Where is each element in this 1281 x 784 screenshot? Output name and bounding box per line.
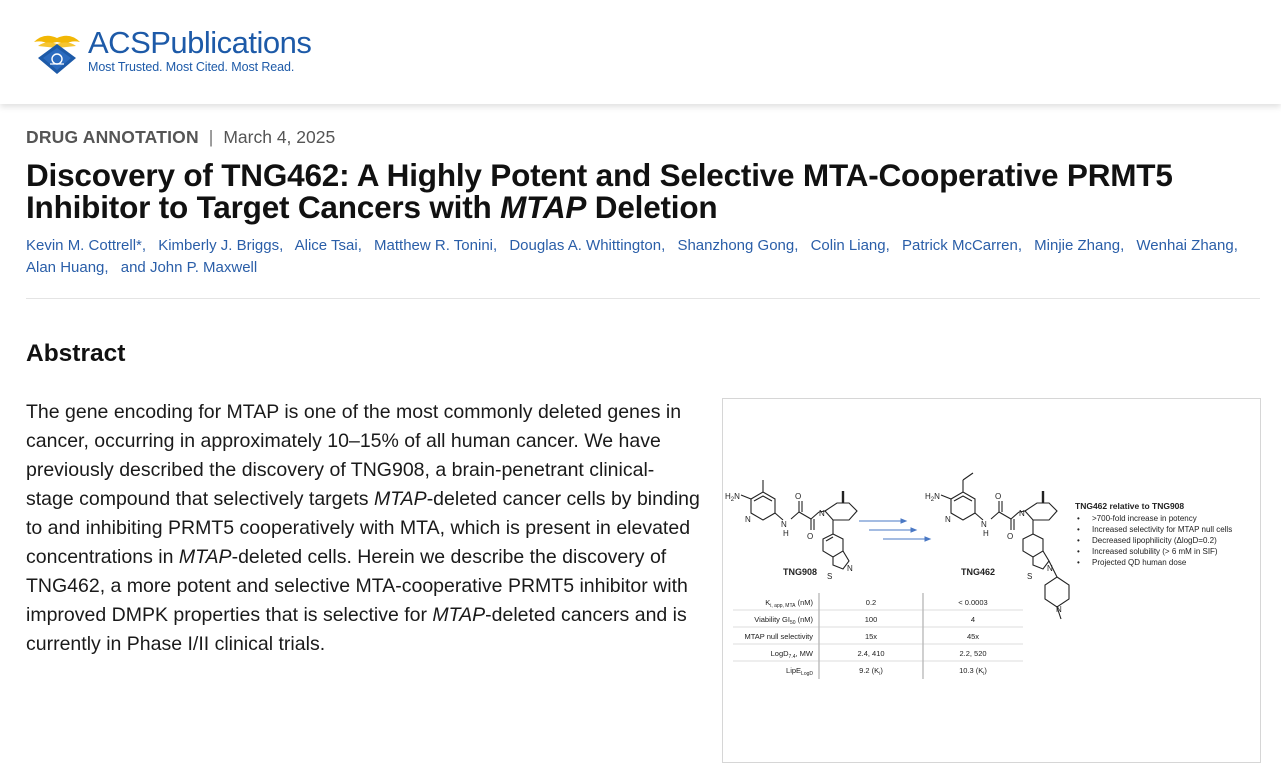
author-link[interactable]: Matthew R. Tonini [374,237,493,254]
table-row-label: $K_{i, app, MTA}$ (nM) [765,598,813,609]
abstract-text-4: -deleted cancers and is currently in Phase I/II clinical trials. [26,604,687,655]
title-part-2: Deletion [586,189,718,225]
abstract-text-1: The gene encoding for MTAP is one of the most commonly deleted genes in cancer, occurring in approximately 10–15% of all human cancer. We have previously described the discovery of TNG908, a brain-penetrant clinical-stage compound that selectively targets [26,401,682,510]
summary-item: Projected QD human dose [1092,558,1187,567]
summary-list [1077,514,1232,567]
author-separator: , [794,237,799,254]
article-meta [26,127,335,148]
summary-bullet: • [1077,536,1080,545]
svg-text:N: N [981,520,987,529]
author-link[interactable]: Alan Huang [26,259,105,276]
svg-text:N: N [781,520,787,529]
publication-date: March 4, 2025 [223,127,336,147]
author-link[interactable]: Alice Tsai [294,237,358,254]
table-cell: 0.2 [865,598,877,607]
svg-text:N: N [945,515,951,524]
author-link[interactable]: Minjie Zhang [1034,237,1121,254]
table-cell: 10.3 $(K_i)$ [959,666,987,677]
tng462-atoms [925,492,1062,614]
transition-arrows [859,519,930,541]
toc-graphic[interactable] [722,398,1261,763]
abstract-italic-2: MTAP [178,546,232,568]
author-link[interactable]: Kimberly J. Briggs [158,237,280,254]
logo-brand-acs: ACS [88,24,151,60]
summary-bullet: • [1077,514,1080,523]
author-link[interactable]: Colin Liang [810,237,886,254]
abstract-text-2: -deleted cancer cells by binding to and inhibiting PRMT5 cooperatively with MTA, which is present in elevated concentrations in [26,488,700,568]
author-separator: , [1233,237,1238,254]
title-italic: MTAP [500,189,587,225]
article-type: DRUG ANNOTATION [26,127,199,147]
table-cell: 2.4, 410 [857,649,885,658]
table-row-label: Viability $GI_{50}$ (nM) [754,615,813,626]
svg-text:N: N [1056,605,1062,614]
author-link[interactable]: and John P. Maxwell [120,259,258,276]
abstract-text [26,398,701,659]
divider [26,298,1260,299]
abstract-heading: Abstract [26,340,126,367]
svg-text:N: N [819,509,825,518]
logo-tagline: Most Trusted. Most Cited. Most Read. [88,59,295,74]
author-separator: , [141,237,147,254]
svg-text:H2N: $H_2N$ [925,492,940,503]
table-cell: 15x [864,632,878,641]
author-separator: , [279,237,284,254]
svg-text:H: H [983,529,989,538]
summary-item: >700-fold increase in potency [1092,514,1197,523]
logo-brand-publications: Publications [150,24,312,60]
compound-a-label: TNG908 [783,567,818,577]
svg-text:O: O [807,532,814,541]
table-cell: < 0.0003 [958,598,988,607]
abstract-italic-3: MTAP [432,604,486,626]
toc-graphic-figure [723,399,1262,764]
table-cell: 9.2 $(K_i)$ [859,666,883,677]
author-link[interactable]: Patrick McCarren [901,237,1018,254]
svg-text:H2N: $H_2N$ [725,492,740,503]
table-cell: 100 [864,615,878,624]
acs-publications-logo[interactable] [32,24,311,76]
svg-text:O: O [995,492,1002,501]
summary-bullet: • [1077,525,1080,534]
svg-text:N: N [745,515,751,524]
summary-item: Increased solubility (> 6 mM in SIF) [1092,547,1218,556]
comparison-table [733,593,1023,679]
table-row-label: LogD$_{7.4}$, MW [770,649,813,660]
summary-bullet: • [1077,547,1080,556]
author-link[interactable]: Wenhai Zhang [1136,237,1234,254]
svg-text:H: H [783,529,789,538]
author-separator: , [357,237,362,254]
author-separator: , [1017,237,1022,254]
summary-item: Decreased lipophilicity (ΔlogD=0.2) [1092,536,1217,545]
svg-text:O: O [795,492,802,501]
meta-separator: | [208,127,214,147]
svg-text:S: S [1027,572,1033,581]
svg-text:O: O [1007,532,1014,541]
author-list [26,235,1256,279]
table-cell: 2.2, 520 [959,649,987,658]
svg-text:S: S [827,572,833,581]
table-cell: 45x [966,632,980,641]
article-title [26,159,1246,223]
author-separator: , [661,237,666,254]
author-link[interactable]: Shanzhong Gong [677,237,795,254]
table-row-label: LipE$_{LogD}$ [786,666,813,677]
author-separator: , [104,259,109,276]
author-link[interactable]: Douglas A. Whittington [509,237,662,254]
summary-item: Increased selectivity for MTAP null cells [1092,525,1233,534]
author-link[interactable]: Kevin M. Cottrell* [26,237,142,254]
table-row-label: MTAP null selectivity [744,632,813,641]
site-header [0,0,1281,104]
svg-text:N: N [1047,564,1053,573]
author-separator: , [885,237,890,254]
title-part-1: Discovery of TNG462: A Highly Potent and Selective MTA-Cooperative PRMT5 Inhibitor to Target Cancers with [26,157,1173,225]
compound-b-label: TNG462 [961,567,996,577]
summary-bullet: • [1077,558,1080,567]
logo-wordmark [88,24,312,60]
abstract-italic-1: MTAP [373,488,427,510]
author-separator: , [493,237,498,254]
svg-text:N: N [847,564,853,573]
abstract-text-3: -deleted cells. Herein we describe the discovery of TNG462, a more potent and selective MTA-cooperative PRMT5 inhibitor with improved DMPK properties that is selective for [26,546,688,626]
author-separator: , [1120,237,1125,254]
svg-text:N: N [1019,509,1025,518]
acs-logo-icon [32,24,82,76]
summary-title: TNG462 relative to TNG908 [1075,501,1185,511]
table-cell: 4 [970,615,976,624]
